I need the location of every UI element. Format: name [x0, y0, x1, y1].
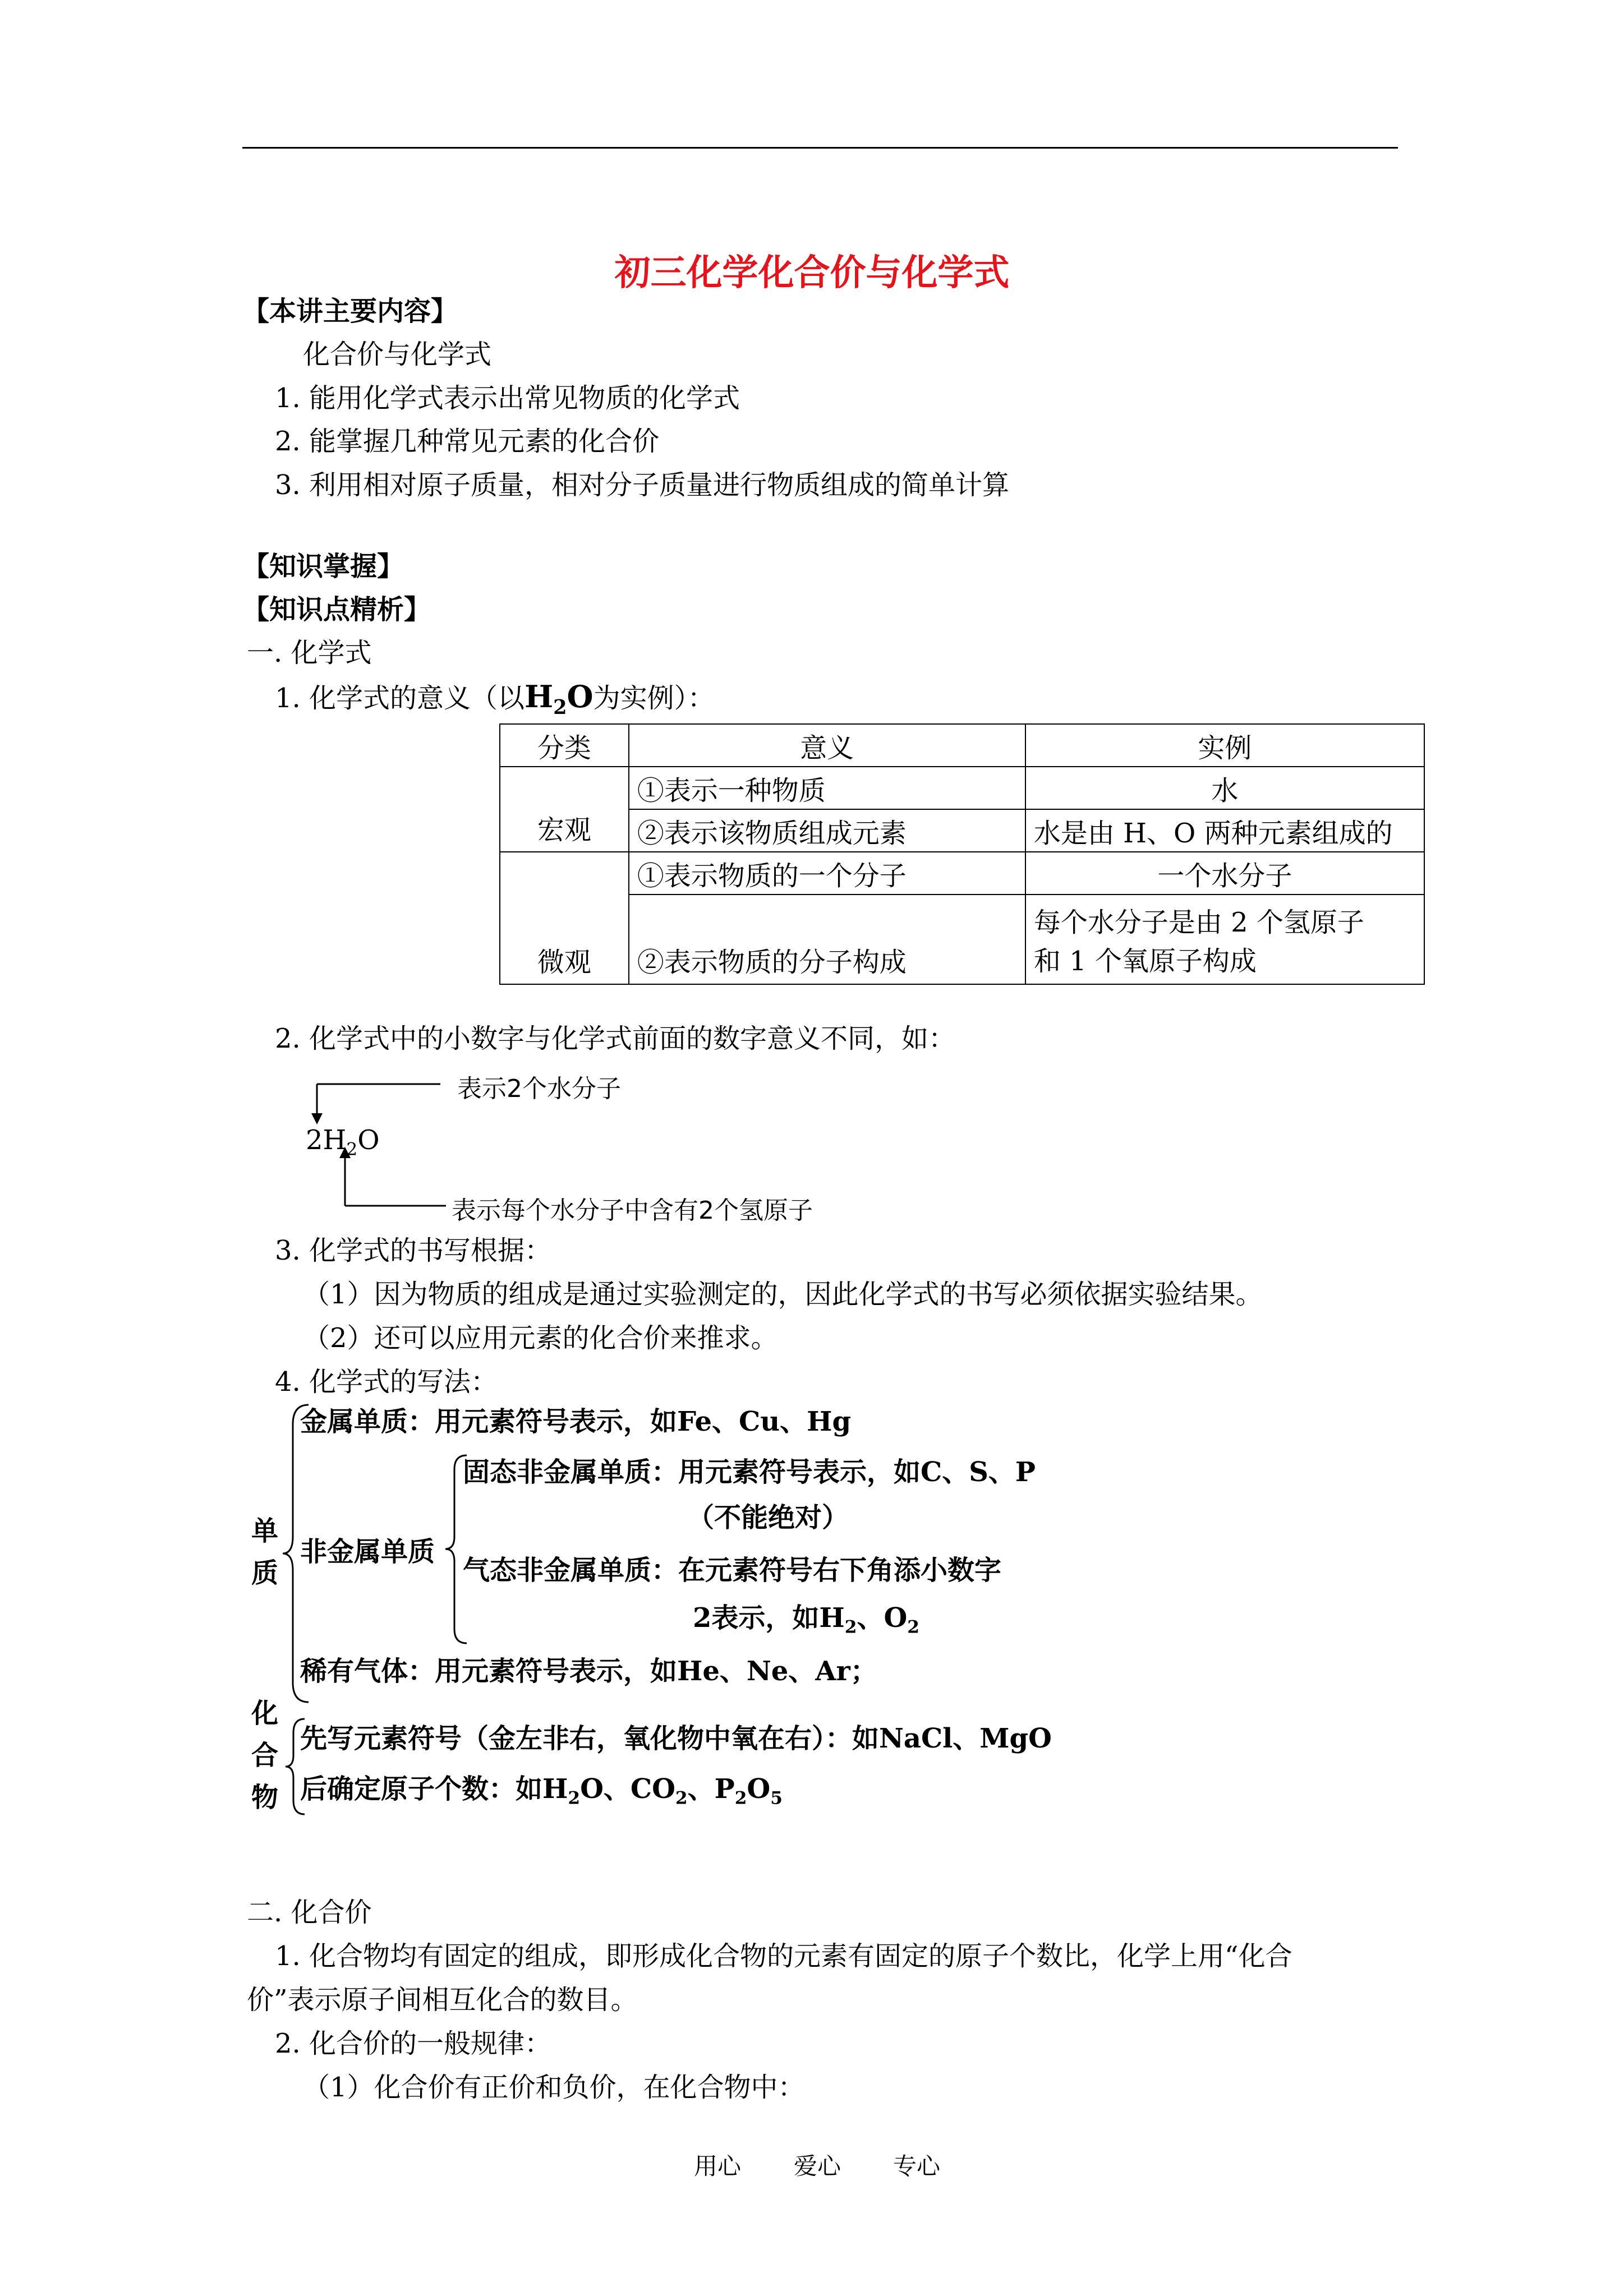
section-heading: 二. 化合价	[247, 1897, 372, 1928]
formula-subscript: 2	[568, 1788, 581, 1809]
formula-text: H	[525, 679, 554, 714]
sub-item: （1）因为物质的组成是通过实验测定的，因此化学式的书写必须依据实验结果。	[303, 1279, 1263, 1310]
label-char: 物	[251, 1782, 279, 1813]
list-item: 2. 化学式中的小数字与化学式前面的数字意义不同，如：	[275, 1023, 956, 1054]
table-cell: ②表示物质的分子构成	[629, 895, 1025, 984]
table-row	[500, 852, 1424, 895]
cell-line: 和 1 个氧原子构成	[1033, 946, 1257, 977]
formula-subscript: 2	[907, 1617, 919, 1638]
diagram-formula	[306, 1124, 380, 1160]
list-item: 3. 利用相对原子质量，相对分子质量进行物质组成的简单计算	[275, 469, 1010, 501]
label-char: 合	[251, 1740, 279, 1771]
header-rule	[242, 147, 1398, 149]
table-row	[500, 895, 1424, 984]
formula-meaning-line	[275, 680, 715, 725]
footer-text: 用心	[694, 2152, 742, 2180]
table-header-row	[500, 724, 1424, 767]
formula-subscript: 2	[844, 1617, 857, 1638]
formula-text: O	[357, 1124, 380, 1156]
cell-line: 每个水分子是由 2 个氢原子	[1033, 907, 1364, 938]
arrow-down-icon	[311, 1113, 323, 1124]
table-cell: 水是由 H、O 两种元素组成的	[1025, 809, 1424, 852]
text-segment: 1. 化学式的意义（以	[275, 683, 525, 714]
category-macro: 宏观	[500, 767, 629, 852]
formula-subscript: 2	[553, 695, 567, 719]
table-cell: 水	[1025, 767, 1424, 809]
section-heading: 一. 化学式	[247, 637, 372, 668]
list-item: 2. 能掌握几种常见元素的化合价	[275, 426, 660, 457]
formula-subscript: 2	[346, 1139, 358, 1160]
table-cell: ①表示一种物质	[629, 767, 1025, 809]
topic-line: 化合价与化学式	[303, 339, 492, 370]
noble-gas-rule: 稀有气体：用元素符号表示，如He、Ne、Ar；	[300, 1656, 877, 1687]
text-segment: 为实例）：	[593, 683, 715, 714]
page-title: 初三化学化合价与化学式	[614, 252, 1010, 294]
paragraph-line: 1. 化合物均有固定的组成，即形成化合物的元素有固定的原子个数比，化学上用“化合	[275, 1940, 1292, 1972]
list-item: 4. 化学式的写法：	[275, 1366, 498, 1398]
table-header: 意义	[629, 724, 1025, 767]
formula-text: 2H	[306, 1124, 347, 1156]
solid-nonmetal-rule: 固态非金属单质：用元素符号表示，如C、S、P	[463, 1456, 1036, 1488]
formula-subscript: 2	[734, 1788, 747, 1809]
gas-nonmetal-example	[693, 1601, 919, 1644]
table-row	[500, 809, 1424, 852]
formula-subscript: 2	[675, 1788, 688, 1809]
gas-nonmetal-rule: 气态非金属单质：在元素符号右下角添小数字	[463, 1555, 1002, 1586]
main-content-heading: 【本讲主要内容】	[242, 296, 458, 327]
formula-text: O	[567, 679, 594, 714]
label-char: 化	[251, 1698, 279, 1729]
formula-subscript: 5	[770, 1788, 783, 1809]
table-header: 分类	[500, 724, 629, 767]
table-header: 实例	[1025, 724, 1424, 767]
knowledge-subheading: 【知识点精析】	[242, 594, 431, 625]
sub-item: （2）还可以应用元素的化合价来推求。	[303, 1322, 778, 1354]
knowledge-heading: 【知识掌握】	[242, 551, 404, 582]
text-segment: O	[747, 1773, 771, 1805]
list-item: 2. 化合价的一般规律：	[275, 2028, 552, 2059]
text-segment: 2表示，如H	[693, 1602, 845, 1634]
compound-rule-2	[300, 1772, 783, 1815]
text-segment: 、O	[857, 1602, 908, 1634]
text-segment: 后确定原子个数：如H	[300, 1773, 568, 1805]
diagram-top-label: 表示2个水分子	[457, 1075, 621, 1103]
footer-text: 专心	[893, 2152, 941, 2180]
table-cell: ①表示物质的一个分子	[629, 852, 1025, 895]
label-char: 质	[251, 1557, 279, 1589]
nonmetal-label: 非金属单质	[300, 1536, 435, 1567]
label-char: 单	[251, 1515, 279, 1547]
diagram-bottom-label: 表示每个水分子中含有2个氢原子	[452, 1196, 813, 1225]
table-cell: ②表示该物质组成元素	[629, 809, 1025, 852]
table-row	[500, 767, 1424, 809]
meaning-table	[499, 723, 1425, 985]
compound-rule-1: 先写元素符号（金左非右，氧化物中氧在右）：如NaCl、MgO	[300, 1723, 1052, 1754]
table-cell	[1025, 895, 1424, 984]
list-item: 1. 能用化学式表示出常见物质的化学式	[275, 382, 740, 414]
text-segment: O、CO	[580, 1773, 675, 1805]
category-micro: 微观	[500, 852, 629, 984]
sub-item: （1）化合价有正价和负价，在化合物中：	[303, 2072, 805, 2103]
list-item: 3. 化学式的书写根据：	[275, 1235, 552, 1266]
paragraph-line: 价”表示原子间相互化合的数目。	[247, 1984, 638, 2016]
metal-rule: 金属单质：用元素符号表示，如Fe、Cu、Hg	[300, 1406, 852, 1437]
text-segment: 、P	[687, 1773, 735, 1805]
solid-nonmetal-note: （不能绝对）	[687, 1502, 849, 1533]
table-cell: 一个水分子	[1025, 852, 1424, 895]
footer-text: 爱心	[794, 2152, 841, 2180]
